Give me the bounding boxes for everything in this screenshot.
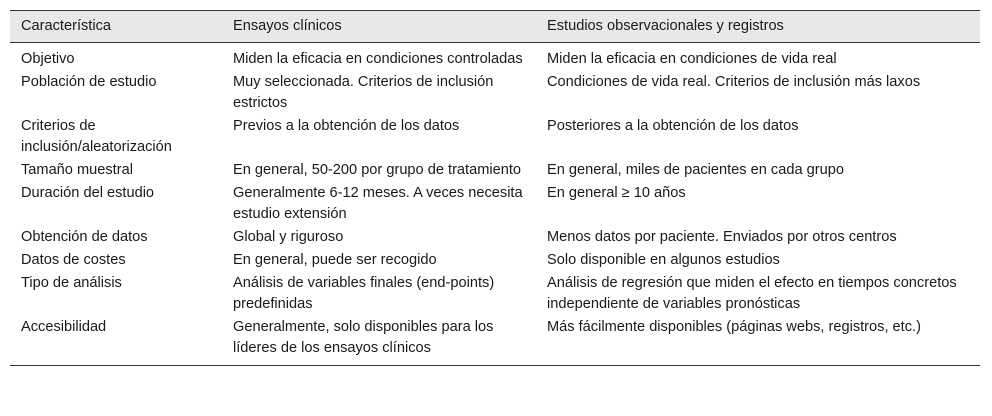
cell-clinical-trials: Miden la eficacia en condiciones controladas [233, 51, 523, 67]
table-row [10, 181, 980, 225]
header-characteristic: Característica [21, 18, 112, 34]
cell-clinical-trials: En general, 50-200 por grupo de tratamiento [233, 162, 522, 178]
cell-clinical-trials: En general, puede ser recogido [233, 252, 437, 268]
table-row [10, 70, 980, 114]
table-header [10, 11, 980, 43]
cell-clinical-trials: Análisis de variables finales (end-points) predefinidas [233, 275, 495, 312]
header-observational-studies: Estudios observacionales y registros [547, 18, 784, 34]
cell-characteristic: Población de estudio [21, 74, 157, 90]
cell-characteristic: Criterios de inclusión/aleatorización [21, 118, 172, 155]
cell-observational: Menos datos por paciente. Enviados por otros centros [547, 229, 897, 245]
comparison-table-container [10, 10, 980, 366]
cell-clinical-trials: Muy seleccionada. Criterios de inclusión estrictos [233, 74, 494, 111]
cell-characteristic: Objetivo [21, 51, 75, 67]
cell-observational: Posteriores a la obtención de los datos [547, 118, 799, 134]
cell-observational: En general ≥ 10 años [547, 185, 686, 201]
cell-characteristic: Tamaño muestral [21, 162, 133, 178]
header-clinical-trials: Ensayos clínicos [233, 18, 342, 34]
cell-observational: Análisis de regresión que miden el efecto en tiempos concretos independiente de variables pronósticas [547, 275, 957, 312]
table-row [10, 248, 980, 271]
cell-clinical-trials: Generalmente 6-12 meses. A veces necesita estudio extensión [233, 185, 523, 222]
table-body [10, 43, 980, 366]
cell-characteristic: Accesibilidad [21, 319, 107, 335]
table-row [10, 43, 980, 71]
table-row [10, 114, 980, 158]
cell-observational: En general, miles de pacientes en cada grupo [547, 162, 844, 178]
cell-clinical-trials: Generalmente, solo disponibles para los líderes de los ensayos clínicos [233, 319, 494, 356]
table-row [10, 158, 980, 181]
comparison-table [10, 10, 980, 366]
cell-observational: Más fácilmente disponibles (páginas webs, registros, etc.) [547, 319, 921, 335]
cell-characteristic: Datos de costes [21, 252, 126, 268]
table-row [10, 315, 980, 366]
cell-characteristic: Tipo de análisis [21, 275, 122, 291]
cell-characteristic: Duración del estudio [21, 185, 155, 201]
cell-observational: Condiciones de vida real. Criterios de inclusión más laxos [547, 74, 921, 90]
cell-observational: Miden la eficacia en condiciones de vida real [547, 51, 837, 67]
cell-characteristic: Obtención de datos [21, 229, 148, 245]
cell-observational: Solo disponible en algunos estudios [547, 252, 780, 268]
table-row [10, 271, 980, 315]
cell-clinical-trials: Global y riguroso [233, 229, 344, 245]
header-row [10, 11, 980, 43]
table-row [10, 225, 980, 248]
cell-clinical-trials: Previos a la obtención de los datos [233, 118, 460, 134]
